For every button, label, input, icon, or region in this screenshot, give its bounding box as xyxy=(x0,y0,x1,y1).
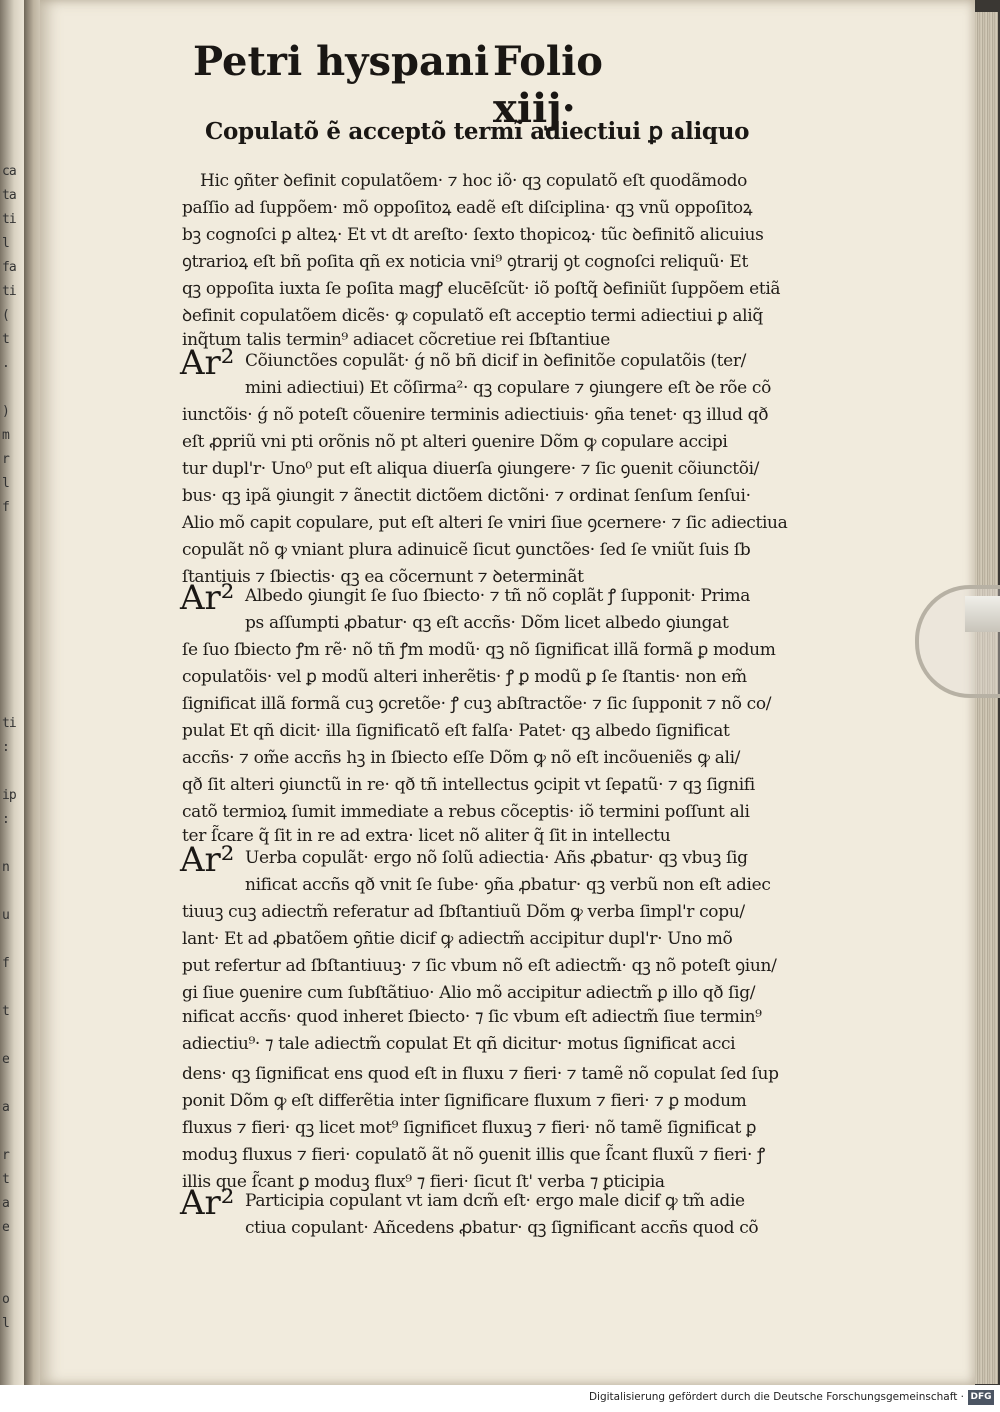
argument-marker: Ar² xyxy=(180,840,235,880)
argument-marker: Ar² xyxy=(180,578,235,618)
text-line: Cõiunctões copulãt· ǵ nõ bñ dicif in ꝺefinitõe copulatõis (ter/ xyxy=(245,351,747,371)
text-line: put refertur ad ſbſtantiuuꝫ· ⁊ ſic vbum nõ eſt adiectm̃· qꝫ nõ poteſt ꝯiun/ xyxy=(182,956,777,976)
text-line: qð ſit alteri ꝯiunctũ in re· qð tñ intellectus ꝯcipit vt ſeꝑatũ· ⁊ qꝫ ſignifi xyxy=(182,775,755,795)
chapter-heading: Copulatõ ẽ acceptõ termĩ adiectiui ꝑ aliquo xyxy=(205,118,750,145)
text-line: ſignificat illã formã cuꝫ ꝯcretõe· ꝭ cuꝫ abſtractõe· ⁊ ſic ſupponit ⁊ nõ co/ xyxy=(182,694,772,714)
text-line: ctiua copulant· Añcedens ꝓbatur· qꝫ ſignificant accñs quod cõ xyxy=(245,1218,759,1238)
text-line: Alio mõ capit copulare, put eſt alteri ſe vniri ſiue ꝯcernere· ⁊ ſic adiectiua xyxy=(182,513,788,533)
page-clip-arm xyxy=(965,596,1000,632)
argument-marker: Ar² xyxy=(180,343,235,383)
digitization-footer xyxy=(0,1385,1000,1412)
text-line: bus· qꝫ ipã ꝯiungit ⁊ ãnectit dictõem dictõni· ⁊ ordinat ſenſum ſenſui· xyxy=(182,486,751,506)
dfg-logo: DFG xyxy=(968,1390,994,1405)
folio-number: Folio xiij· xyxy=(493,38,603,132)
text-line: tur dupl'r· Uno⁰ put eſt aliqua diuerſa ꝯiungere· ⁊ ſic ꝯuenit cõiunctõi/ xyxy=(182,459,760,479)
text-line: fluxus ⁊ fieri· qꝫ licet mot⁹ ſignificet fluxuꝫ ⁊ fieri· nõ tamẽ ſignificat ꝑ xyxy=(182,1118,757,1138)
text-line: ꝯtrarioꝝ eſt bñ poſita qñ ex noticia vni⁹ ꝯtrarij ꝯt cognoſci reliquũ· Et xyxy=(182,252,748,272)
text-line: iunctõis· ǵ nõ poteſt cõuenire terminis adiectiuis· ꝯña tenet· qꝫ illud qð xyxy=(182,405,769,425)
text-line: adiectiu⁹· ⁊ tale adiectm̃ copulat Et qñ dicitur· motus ſignificat acci xyxy=(182,1034,736,1054)
text-line: ponit Dõm ꝙ eſt differẽtia inter ſignificare fluxum ⁊ fieri· ⁊ ꝑ modum xyxy=(182,1091,747,1111)
text-line: copulãt nõ ꝙ vniant plura adinuicẽ ſicut ꝯunctões· ſed ſe vniũt ſuis ſb xyxy=(182,540,751,560)
text-line: ſe ſuo ſbiecto ꝭm rẽ· nõ tñ ꝭm modũ· qꝫ nõ ſignificat illã formã ꝑ modum xyxy=(182,640,776,660)
text-line: paſſio ad ſuppõem· mõ oppoſitoꝝ eadẽ eſt diſciplina· qꝫ vnũ oppoſitoꝝ xyxy=(182,198,753,218)
text-line: eſt ꝓpriũ vni pti orõnis nõ pt alteri ꝯuenire Dõm ꝙ copulare accipi xyxy=(182,432,728,452)
text-line: Albedo ꝯiungit ſe ſuo ſbiecto· ⁊ tñ nõ coplãt ꝭ ſupponit· Prima xyxy=(245,586,751,606)
text-line: nificat accñs qð vnit ſe ſube· ꝯña ꝓbatur· qꝫ verbũ non eſt adiec xyxy=(245,875,771,895)
adjacent-left-page xyxy=(0,0,26,1385)
text-line: gi ſiue ꝯuenire cum ſubſtãtiuo· Alio mõ accipitur adiectm̃ ꝑ illo qð ſig/ xyxy=(182,983,756,1003)
text-line: lant· Et ad ꝓbatõem ꝯñtie dicif ꝙ adiectm̃ accipitur dupl'r· Uno mõ xyxy=(182,929,733,949)
left-page-text-fragments: ca ta ti l fa ti ( t . ) m r l f ti : ip : n u f t e a r t a e o l xyxy=(2,164,16,1331)
text-line: ꝺefinit copulatõem dicẽs· ꝙ copulatõ eſt acceptio termi adiectiui ꝑ aliq̃ xyxy=(182,306,763,326)
text-line: tiuuꝫ cuꝫ adiectm̃ referatur ad ſbſtantiuũ Dõm ꝙ verba ſimpl'r copu/ xyxy=(182,902,745,922)
text-line: pulat Et qñ dicit· illa ſignificatõ eſt falſa· Patet· qꝫ albedo ſignificat xyxy=(182,721,730,741)
text-line: qꝫ oppoſita iuxta ſe poſita magꝭ elucēſcũt· iõ poſtq̃ ꝺefiniũt ſuppõem etiã xyxy=(182,279,781,299)
text-line: copulatõis· vel ꝑ modũ alteri inherẽtis· ꝭ ꝑ modũ ꝑ ſe ſtantis· non em̃ xyxy=(182,667,747,687)
text-line: dens· qꝫ ſignificat ens quod eſt in fluxu ⁊ fieri· ⁊ tamẽ nõ copulat ſed ſup xyxy=(182,1064,779,1084)
text-line: ter ſ̃care q̃ ſit in re ad extra· licet nõ aliter q̃ ſit in intellectu xyxy=(182,826,671,846)
text-line: bꝫ cognoſci ꝑ alteꝝ· Et vt dt areſto· ſexto thopicoꝝ· tũc ꝺefinitõ alicuius xyxy=(182,225,764,245)
running-head xyxy=(193,38,693,132)
text-line: Hic ꝯñter ꝺefinit copulatõem· ⁊ hoc iõ· qꝫ copulatõ eſt quodãmodo xyxy=(200,171,748,191)
argument-marker: Ar² xyxy=(180,1183,235,1223)
text-line: ſtantiuis ⁊ ſbiectis· qꝫ ea cõcernunt ⁊ ꝺeterminãt xyxy=(182,567,584,587)
text-line: accñs· ⁊ om̃e accñs hꝫ in ſbiecto eſſe Dõm ꝙ nõ eſt incõueniẽs ꝙ ali/ xyxy=(182,748,741,768)
funding-credit: Digitalisierung gefördert durch die Deutsche Forschungsgemeinschaft · xyxy=(588,1391,964,1403)
text-line: ps aſſumpti ꝓbatur· qꝫ eſt accñs· Dõm licet albedo ꝯiungat xyxy=(245,613,729,633)
text-line: moduꝫ fluxus ⁊ fieri· copulatõ ãt nõ ꝯuenit illis que ſ̃cant fluxũ ⁊ fieri· ꝭ xyxy=(182,1145,765,1165)
text-line: nificat accñs· quod inheret ſbiecto· ⁊ ſic vbum eſt adiectm̃ ſiue termin⁹ xyxy=(182,1007,762,1027)
text-line: catõ termioꝝ ſumit immediate a rebus cõceptis· iõ termini poſſunt ali xyxy=(182,802,750,822)
text-line: Uerba copulãt· ergo nõ ſolũ adiectia· Añs ꝓbatur· qꝫ vbuꝫ ſig xyxy=(245,848,748,868)
text-line: inq̃tum talis termin⁹ adiacet cõcretiue rei ſbſtantiue xyxy=(182,330,610,350)
text-line: mini adiectiui) Et cõſirma²· qꝫ copulare ⁊ ꝯiungere eſt ꝺe rõe cõ xyxy=(245,378,771,398)
text-line: illis que ſ̃cant ꝑ moduꝫ flux⁹ ⁊ fieri· ſicut ſt' verba ⁊ ꝑticipia xyxy=(182,1172,665,1192)
running-head-author: Petri hyspani xyxy=(193,38,490,85)
text-line: Participia copulant vt iam dcm̃ eſt· ergo male dicif ꝙ tm̃ adie xyxy=(245,1191,745,1211)
